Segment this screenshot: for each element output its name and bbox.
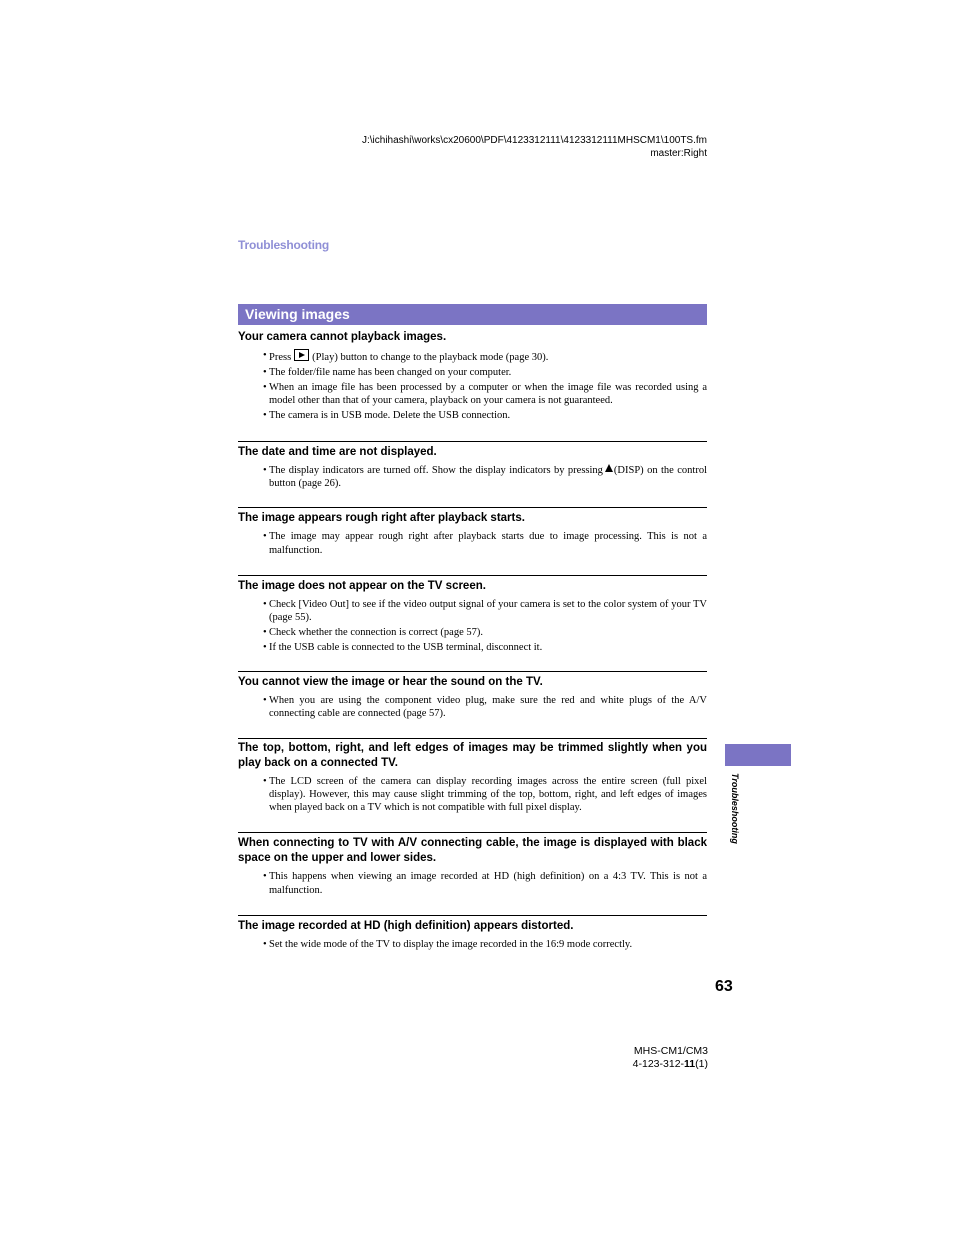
troubleshooting-list [238,330,707,953]
topic-rough-image [238,507,707,574]
topic-no-sound-tv [238,671,707,738]
section-title: Viewing images [238,304,707,325]
topic-items [238,530,707,556]
topic-title: When connecting to TV with A/V connecting cable, the image is displayed with black space on the upper and lower sides. [238,837,707,865]
list-item: • Check whether the connection is correct (page 57). [263,626,483,638]
list-item: • Set the wide mode of the TV to display the image recorded in the 16:9 mode correctly. [263,938,633,950]
topic-title: The date and time are not displayed. [238,446,437,459]
topic-title: The image recorded at HD (high definition) appears distorted. [238,919,574,932]
topic-title: The image appears rough right after playback starts. [238,512,525,525]
page-number: 63 [715,978,733,995]
topic-hd-distorted [238,915,707,951]
chapter-tab [725,744,791,766]
topic-items [238,870,707,896]
list-item: • If the USB cable is connected to the USB terminal, disconnect it. [263,641,543,653]
list-item: • When you are using the component video plug, make sure the red and white plugs of the A/V connecting cable are connected (page 57). [263,694,707,720]
topic-title: Your camera cannot playback images. [238,331,447,343]
topic-date-time [238,441,707,507]
part-code: 4-123-312-11(1) [632,1058,708,1070]
chapter-tab-label: Troubleshooting [730,773,740,844]
list-item: • Check [Video Out] to see if the video output signal of your camera is set to the color system of your TV (page 55). [263,598,707,623]
topic-title: The top, bottom, right, and left edges of images may be trimmed slightly when you play back on a connected TV. [238,742,707,770]
topic-items [238,464,707,490]
list-item: • The display indicators are turned off. Show the display indicators by pressing (DISP) on the control button (page 26). [263,465,707,490]
file-path-header [362,134,707,160]
topic-items [238,938,707,951]
file-path: J:\ichihashi\works\cx20600\PDF\4123312111\4123312111MHSCM1\100TS.fm [361,135,707,146]
topic-cannot-playback [238,330,707,441]
topic-black-space [238,832,707,914]
list-item: • When an image file has been processed by a computer or when the image file was recorded using a model other than that of your camera, playback on your camera is not guaranteed. [263,382,707,407]
play-icon [294,349,309,361]
breadcrumb: Troubleshooting [238,238,329,252]
topic-title: You cannot view the image or hear the sound on the TV. [238,675,543,688]
topic-items [238,775,707,815]
topic-items [238,598,707,654]
topic-edges-trimmed [238,738,707,832]
up-triangle-icon [605,464,613,472]
list-item: • The folder/file name has been changed on your computer. [263,367,512,378]
list-item: • The image may appear rough right after playback starts due to image processing. This is not a malfunction. [263,531,707,556]
list-item: • Press (Play) button to change to the playback mode (page 30). [263,350,549,363]
model-name: MHS-CM1/CM3 [633,1045,708,1057]
topic-no-tv-image [238,575,707,671]
topic-title: The image does not appear on the TV screen. [238,579,486,592]
master-page: master:Right [650,148,707,159]
list-item: • The LCD screen of the camera can display recording images across the entire screen (full pixel display). However, this may cause slight trimming of the top, bottom, right, and left edges of images when played back on a TV which is not compatible with full pixel display. [263,776,707,814]
list-item: • This happens when viewing an image recorded at HD (high definition) on a 4:3 TV. This is not a malfunction. [263,871,707,896]
list-item: • The camera is in USB mode. Delete the USB connection. [263,410,511,422]
model-footer [633,1045,708,1071]
topic-items [238,694,707,720]
topic-items [238,349,707,422]
